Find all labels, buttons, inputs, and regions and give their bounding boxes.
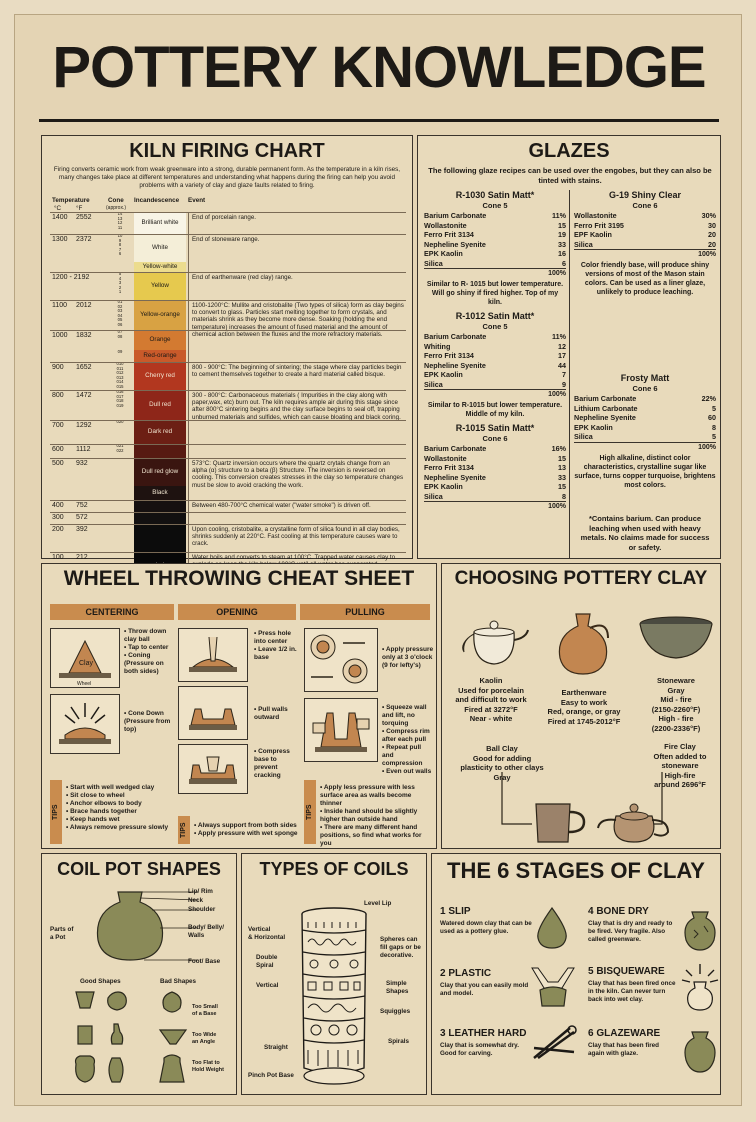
glaze-note: Similar to R- 1015 but lower temperature. Will go shiny if fired higher. Top of my kiln. [426,281,564,306]
glaze-ingredient: Barium Carbonate [424,444,487,453]
incandescence-label: Brilliant white [141,219,179,226]
glaze-ingredient-row [424,342,566,352]
firing-event: End of porcelain range. [192,214,256,221]
good-shapes-icons [72,988,142,1092]
glaze-ingredient: Silica [574,432,593,441]
glaze-amount: 33 [558,239,566,249]
glaze-ingredient-row [574,413,716,423]
glaze-recipe [574,373,716,490]
glaze-ingredient: Barium Carbonate [574,394,637,403]
kiln-panel [41,135,413,559]
simple-shapes-label: Simple Shapes [386,980,409,995]
glaze-ingredient: Silica [424,491,443,501]
kiln-row-divider [50,512,406,513]
kiln-col-temp: Temperature [52,197,90,204]
slip-drop-icon [534,906,570,950]
neck-label: Neck [188,897,204,904]
good-shapes-label: Good Shapes [80,978,121,985]
earthenware-jug-icon [548,608,618,678]
squiggles-label: Squiggles [380,1008,411,1015]
kiln-row-divider [50,300,406,301]
glaze-amount: 20 [708,230,716,239]
glaze-ingredient: EPK Kaolin [424,249,463,258]
temp-c: 700 [52,422,64,429]
shoulder-label: Shoulder [188,906,216,913]
temp-c: 600 [52,446,64,453]
glaze-ingredient: Wollastonite [424,220,467,230]
temp-c: 200 [52,526,64,533]
glaze-ingredient-row [424,444,566,454]
kiln-row-divider [50,420,406,421]
glaze-ingredient: Nepheline Syenite [424,360,486,370]
glaze-note: Similar to R-1015 but lower temperature. Middle of my kiln. [427,402,563,418]
foot-label: Foot/ Base [188,958,221,965]
compress-base-icon [179,745,247,793]
stage-2-desc: Clay that you can easily mold and model. [440,982,529,997]
stage-1-desc: Watered down clay that can be used as a pottery glue. [440,920,532,935]
opening-illustration-2 [178,686,248,740]
glaze-amount: 9 [562,379,566,389]
cone-numbers: 010 011 012 013 014 015 [116,361,124,389]
glaze-amount: 17 [558,351,566,360]
temp-c: 1100 [52,302,68,309]
glaze-ingredient-row [424,332,566,342]
incandescence-band [134,444,186,458]
cone-numbers: 01 02 03 04 05 06 [117,299,123,327]
glaze-ingredient-row [424,492,566,502]
glaze-amount: 6 [562,258,566,268]
firing-event: Water boils and converts to steam at 100°C. Trapped water causes clay to [192,554,396,561]
glazes-heading: GLAZES [528,140,610,162]
temp-c: 400 [52,502,64,509]
incandescence-label: Dark red [147,428,173,435]
wheel-panel [41,563,437,849]
kiln-row-divider [50,444,406,445]
glaze-name: R-1030 Satin Matt* [455,190,535,200]
glaze-ingredient-row [424,230,566,240]
tips-bar-3: TIPS [304,780,316,844]
temp-f: 2012 [76,302,92,309]
poster [14,14,742,1106]
firing-event: Upon cooling, cristobalite, a crystalline form of silica found in all clay bodies, shrinks suddenly at 220°C. Fast cooling at this temperature causes ware to crack. [192,526,400,548]
stoneware-bowl-icon [638,614,716,664]
glaze-ingredient-row [574,211,716,221]
incandescence-label: Dull red [149,401,171,408]
spirals-label: Spirals [388,1038,409,1045]
stage-6-desc: Clay that has been fired again with glaze. [588,1042,660,1057]
glaze-ingredient-row [424,361,566,371]
cone-down-icon [51,695,119,753]
temp-c: 1000 [52,332,68,339]
glaze-total: 100% [574,249,716,259]
glaze-amount: 12 [558,341,566,351]
cone-numbers: 10 9 8 7 6 [117,233,123,257]
glaze-ingredient: Silica [574,239,593,249]
glaze-ingredient: Wollastonite [424,453,467,463]
temp-c: 300 [52,514,64,521]
stage-1-label: 1 SLIP [440,906,471,917]
ball-clay-mug-icon [530,796,590,846]
incandescence-label: Cherry red [145,372,175,379]
glaze-amount: 30% [701,211,716,220]
temp-c: 500 [52,460,64,467]
glaze-recipe [574,190,716,297]
temp-f: 2372 [76,236,92,243]
glaze-total: 100% [424,268,566,278]
bone-dry-pot-icon [682,908,718,952]
kiln-row-divider [50,212,406,213]
glaze-amount: 19 [558,230,566,239]
glaze-amount: 33 [558,472,566,482]
stages-panel [431,853,721,1095]
glaze-cone: Cone 6 [632,201,658,210]
glaze-ingredient: Nepheline Syenite [424,239,486,249]
bad-shape-1-label: Too Small of a Base [192,1004,218,1017]
glaze-amount: 8 [562,491,566,501]
glaze-ingredient-row [574,394,716,404]
firing-event: 800 - 900°C: The beginning of sintering; the stage where clay particles begin to cement themselves together to create a hard material called bisque. [192,364,402,379]
cone-numbers: 5 4 3 2 1 [118,271,122,295]
kaolin-text: Kaolin Used for porcelain and difficult to work Fired at 3272°F Near - white [455,676,527,723]
squeeze-wall-icon [305,699,377,761]
glaze-ingredient-row [574,432,716,442]
glaze-amount: 20 [708,239,716,249]
centering-illustration-1 [50,628,120,688]
kaolin-teapot-icon [458,610,530,670]
firing-event: Between 480-700°C chemical water ("water smoke") is driven off. [192,502,371,509]
glaze-total: 100% [424,389,566,399]
stage-2-label: 2 PLASTIC [440,968,492,979]
temp-c: 100 [52,554,64,561]
glazeware-pot-icon [682,1028,718,1074]
pulling-tag: PULLING [300,604,430,620]
clay-label: Clay [79,660,94,667]
glaze-amount: 15 [558,482,566,491]
bisqueware-pot-icon [680,962,720,1012]
kiln-col-cone-sub: (approx.) [106,205,127,211]
glaze-cone: Cone 5 [482,322,508,331]
glaze-ingredient: EPK Kaolin [424,370,463,379]
glaze-cone: Cone 5 [482,201,508,210]
cone-numbers: 07 08 [117,329,123,339]
glaze-total: 100% [574,442,716,452]
glaze-ingredient: Nepheline Syenite [574,413,636,422]
glaze-amount: 8 [712,422,716,432]
bad-shape-2-label: Too Wide an Angle [192,1032,217,1045]
temp-f: 1652 [76,364,92,371]
bad-shapes-label: Bad Shapes [160,978,197,985]
glaze-ingredient-row [424,473,566,483]
glaze-ingredient-row [424,482,566,492]
stoneware-text: Stoneware Gray Mid - fire (2150-2260°F) High - fire (2200-2336°F) [651,676,701,733]
tips-list-1: • Start with well wedged clay • Sit close to wheel • Anchor elbows to body • Brace hands together • Keep hands wet • Always remove pressure slowly [66,784,169,831]
temp-f: 572 [76,514,88,521]
incandescence-label: Orange [149,336,171,343]
kiln-col-f: °F [76,205,83,212]
glaze-ingredient: EPF Kaolin [574,230,612,239]
stages-heading: THE 6 STAGES OF CLAY [447,858,705,883]
glazes-panel [417,135,721,559]
cone-numbers: 021 022 [116,443,124,453]
stage-5-label: 5 BISQUEWARE [588,966,665,977]
kiln-intro: Firing converts ceramic work from weak greenware into a strong, durable permanent form. As the temperature in a kiln rises, many changes take place at different temperatures and understanding what happens during the firing can help you avoid problems with a variety of clay and glaze faults related to firing. [53,166,401,189]
glaze-recipe [424,311,566,419]
clay-panel [441,563,721,849]
pulling-illustration-1 [304,628,378,692]
glaze-amount: 22% [701,394,716,403]
glaze-name: G-19 Shiny Clear [608,190,682,200]
temp-f: 392 [76,526,88,533]
kiln-row-divider [50,458,406,459]
incandescence-band [134,500,186,512]
kiln-heading: KILN FIRING CHART [129,140,325,162]
incandescence-label: Yellow-orange [140,311,180,318]
glaze-recipe [424,423,566,511]
glaze-amount: 15 [558,453,566,463]
glaze-amount: 7 [562,370,566,379]
temp-c: 1200 - 2192 [52,274,90,281]
temp-c: 1400 [52,214,68,221]
glaze-ingredient: EPK Kaolin [424,482,463,491]
earthenware-text: Earthenware Easy to work Red, orange, or gray Fired at 1745-2012°F [547,688,621,726]
glaze-ingredient-row [424,259,566,269]
cone-numbers: 14 13 12 11 [117,211,123,230]
glazes-left-column [424,188,566,515]
glaze-ingredient-row [574,423,716,433]
kiln-col-incand: Incandescence [134,197,180,204]
tips-list-3: • Apply less pressure with less surface area as walls become thinner • Inside hand should be slightly higher than outside hand • There are many different hand positions, so find what works for you [320,784,422,847]
centering-illustration-2 [50,694,120,754]
glaze-ingredient: Nepheline Syenite [424,472,486,482]
press-hole-icon [179,629,247,681]
coils-heading: TYPES OF COILS [259,859,409,879]
glaze-name: R-1015 Satin Matt* [455,423,535,433]
glaze-cone: Cone 6 [632,384,658,393]
incandescence-label: Dull red glow [141,468,179,475]
kiln-table [50,211,406,561]
glaze-total: 100% [424,501,566,511]
glaze-ingredient: Silica [424,379,443,389]
tips-bar-1: TIPS [50,780,62,844]
coil-vase-diagram [294,900,374,1090]
clock-position-icon [305,629,377,691]
glazes-right-column [574,188,716,494]
straight-label: Straight [264,1044,288,1051]
incandescence-label: Black [152,489,168,496]
glaze-ingredient-row [424,370,566,380]
firing-event: 1100-1200°C: Mullite and cristobalite (Two types of silica) form as clay begins to convert to glass. Particles start melting together to form crystals, and materials shrink as they become more dense. Soaking (holding the end temperature) increases the amount of fused material and the amount of chemical action between the fluxes and the more refractory materials. [192,302,404,338]
opening-note-3: • Compress base to prevent cracking [254,748,290,779]
temp-c: 800 [52,392,64,399]
glaze-ingredient: Ferro Frit 3134 [424,351,474,360]
glaze-ingredient-row [424,463,566,473]
body-label: Body/ Belly/ Walls [188,924,225,939]
hands-coning-icon [51,629,119,687]
kiln-col-event: Event [188,197,206,204]
firing-event: 573°C: Quartz inversion occurs where the quartz crytals change from an alpha (α) structure to a beta (β) Structure. The inversion is reversed on cooling. This conversion creates stresses in the clay so temperature changes must be slow to avoid cracking the work. [192,460,404,489]
temp-f: 212 [76,554,88,561]
tips-list-2: • Always support from both sides • Apply pressure with wet sponge [194,822,298,837]
bad-shape-3-label: Too Flat to Hold Weight [192,1060,224,1073]
coils-panel [241,853,427,1095]
centering-note-2: • Cone Down (Pressure from top) [124,710,171,733]
glaze-ingredient: EPK Kaolin [574,422,613,432]
glaze-amount: 13 [558,463,566,472]
vertical-horizontal-label: Vertical & Horizontal [248,926,286,941]
temp-c: 900 [52,364,64,371]
glaze-ingredient: Barium Carbonate [424,211,487,220]
glaze-note: Color friendly base, will produce shiny versions of most of the Mason stain colors. Can be used as a liner glaze, unlikely to produce leaching. [580,262,710,296]
glaze-ingredient: Silica [424,258,443,268]
glaze-amount: 16 [558,249,566,258]
glaze-amount: 30 [708,220,716,230]
temp-f: 932 [76,460,88,467]
spheres-label: Spheres can fill gaps or be decorative. [380,936,421,959]
glaze-amount: 44 [558,360,566,370]
coil-shapes-panel [41,853,237,1095]
glaze-ingredient: Ferro Frit 3134 [424,463,474,472]
incandescence-label: Yellow [151,282,169,289]
opening-note-1: • Press hole into center • Leave 1/2 in. base [254,630,297,661]
temp-f: 752 [76,502,88,509]
wheel-label: Wheel [77,681,92,687]
kiln-event-divider [188,212,189,580]
centering-note-1: • Throw down clay ball • Tap to center • Coning (Pressure on both sides) [124,628,169,675]
incandescence-band [134,512,186,524]
tips-bar-2: TIPS [178,816,190,844]
cone-numbers: 09 [117,349,123,354]
stage-5-desc: Clay that has been fired once in the kiln. Can never turn back into wet clay. [588,980,676,1003]
glaze-cone: Cone 6 [482,434,508,443]
incandescence-label: White [151,244,169,251]
kiln-col-cone: Cone [108,197,124,204]
glaze-ingredient: Lithium Carbonate [574,403,638,413]
kiln-row-divider [50,330,406,331]
glazes-intro: The following glaze recipes can be used over the engobes, but they can also be tinted with stains. [428,166,712,185]
stage-3-label: 3 LEATHER HARD [440,1028,527,1039]
glaze-amount: 11% [552,211,566,220]
glazes-footnote: *Contains barium. Can produce leaching when used with heavy metals. No claims made for success or safety. [580,514,710,552]
carving-tools-icon [530,1022,578,1062]
incandescence-label: Yellow-white [142,263,178,270]
temp-f: 1112 [76,446,91,453]
pulling-illustration-2 [304,698,378,762]
glaze-ingredient: Ferro Frit 3134 [424,230,474,239]
glaze-amount: 15 [558,220,566,230]
level-lip-label: Level Lip [364,900,392,907]
kiln-row-divider [50,272,406,273]
stage-4-desc: Clay that is dry and ready to be fired. Very fragile. Also called greenware. [588,920,673,943]
firing-event: End of earthenware (red clay) range. [192,274,293,281]
temp-f: 1832 [76,332,92,339]
clay-heading: CHOOSING POTTERY CLAY [454,568,708,589]
pinch-base-label: Pinch Pot Base [248,1072,294,1079]
glaze-ingredient-row [424,249,566,259]
opening-illustration-3 [178,744,248,794]
double-spiral-label: Double Spiral [256,954,278,969]
parts-label: Parts of a Pot [50,926,74,941]
temp-f: 1292 [76,422,92,429]
glaze-ingredient: Whiting [424,341,451,351]
pulling-note-1: • Apply pressure only at 3 o'clock (9 for lefty's) [382,646,434,669]
opening-tag: OPENING [178,604,296,620]
bad-shapes-icons [158,988,188,1092]
temp-f: 2552 [76,214,92,221]
lip-label: Lip/ Rim [188,888,213,895]
kiln-col-c: °C [54,205,62,212]
glaze-ingredient-row [424,240,566,250]
plastic-hands-icon [528,964,578,1010]
kiln-row-divider [50,234,406,235]
glaze-name: Frosty Matt [620,373,670,383]
fire-clay-text: Fire Clay Often added to stoneware High-fire around 2696°F [653,742,707,789]
opening-illustration-1 [178,628,248,682]
pull-walls-icon [179,687,247,739]
glaze-ingredient-row [424,454,566,464]
glaze-ingredient-row [574,230,716,240]
pulling-note-2: • Squeeze wall and lift, no torquing • Compress rim after each pull • Repeat pull and compression • Even out walls [382,704,432,775]
firing-event: End of stoneware range. [192,236,260,243]
glaze-amount: 60 [708,413,716,422]
opening-note-2: • Pull walls outward [254,706,288,721]
glaze-note: High alkaline, distinct color characteristics, crystalline sugar like surface, turns copper turquoise, brightens most colors. [574,454,716,489]
glaze-ingredient-row [574,404,716,414]
kiln-row-divider [50,524,406,525]
glaze-ingredient-row [574,240,716,250]
incandescence-label: Red-orange [143,352,177,359]
wheel-heading: WHEEL THROWING CHEAT SHEET [63,567,415,590]
glazes-divider [569,190,570,558]
stage-6-label: 6 GLAZEWARE [588,1028,661,1039]
cone-numbers: 020 [116,419,124,424]
stage-4-label: 4 BONE DRY [588,906,649,917]
glaze-ingredient-row [424,380,566,390]
firing-event: 300 - 800°C: Carbonaceous materials ( Impurities in the clay along with paper,wax, etc) burn out. The kiln requires ample air during this stage since after 800°C sintering begins and the clay surface begins to seal off, trapping unburned materials and sulfides, which can cause bloating and black coring. [192,392,401,421]
glaze-amount: 5 [712,403,716,413]
glaze-ingredient-row [574,221,716,231]
glaze-amount: 11% [552,332,566,341]
coil-shapes-heading: COIL POT SHAPES [57,859,221,879]
temp-c: 1300 [52,236,68,243]
vertical-label: Vertical [256,982,279,989]
kiln-row-divider [50,390,406,391]
temp-f: 1472 [76,392,92,399]
kiln-row-divider [50,500,406,501]
kiln-row-divider [50,552,406,553]
glaze-amount: 5 [712,432,716,441]
glaze-ingredient: Ferro Frit 3195 [574,220,624,230]
kiln-row-divider [50,362,406,363]
glaze-ingredient-row [424,351,566,361]
glaze-ingredient-row [424,211,566,221]
incandescence-band [134,524,186,552]
cone-numbers: 016 017 018 019 [116,389,124,408]
title-rule [39,119,719,122]
glaze-ingredient: Barium Carbonate [424,332,487,341]
glaze-name: R-1012 Satin Matt* [455,311,535,321]
glaze-amount: 16% [551,444,566,453]
glaze-recipe [424,190,566,307]
centering-tag: CENTERING [50,604,174,620]
glaze-ingredient: Wollastonite [574,211,617,220]
ball-clay-text: Ball Clay Good for adding plasticity to other clays Gray [460,744,544,782]
fire-clay-teapot-icon [596,798,672,846]
glaze-ingredient-row [424,221,566,231]
stage-3-desc: Clay that is somewhat dry. Good for carving. [440,1042,519,1057]
page-title: POTTERY KNOWLEDGE [52,35,706,100]
